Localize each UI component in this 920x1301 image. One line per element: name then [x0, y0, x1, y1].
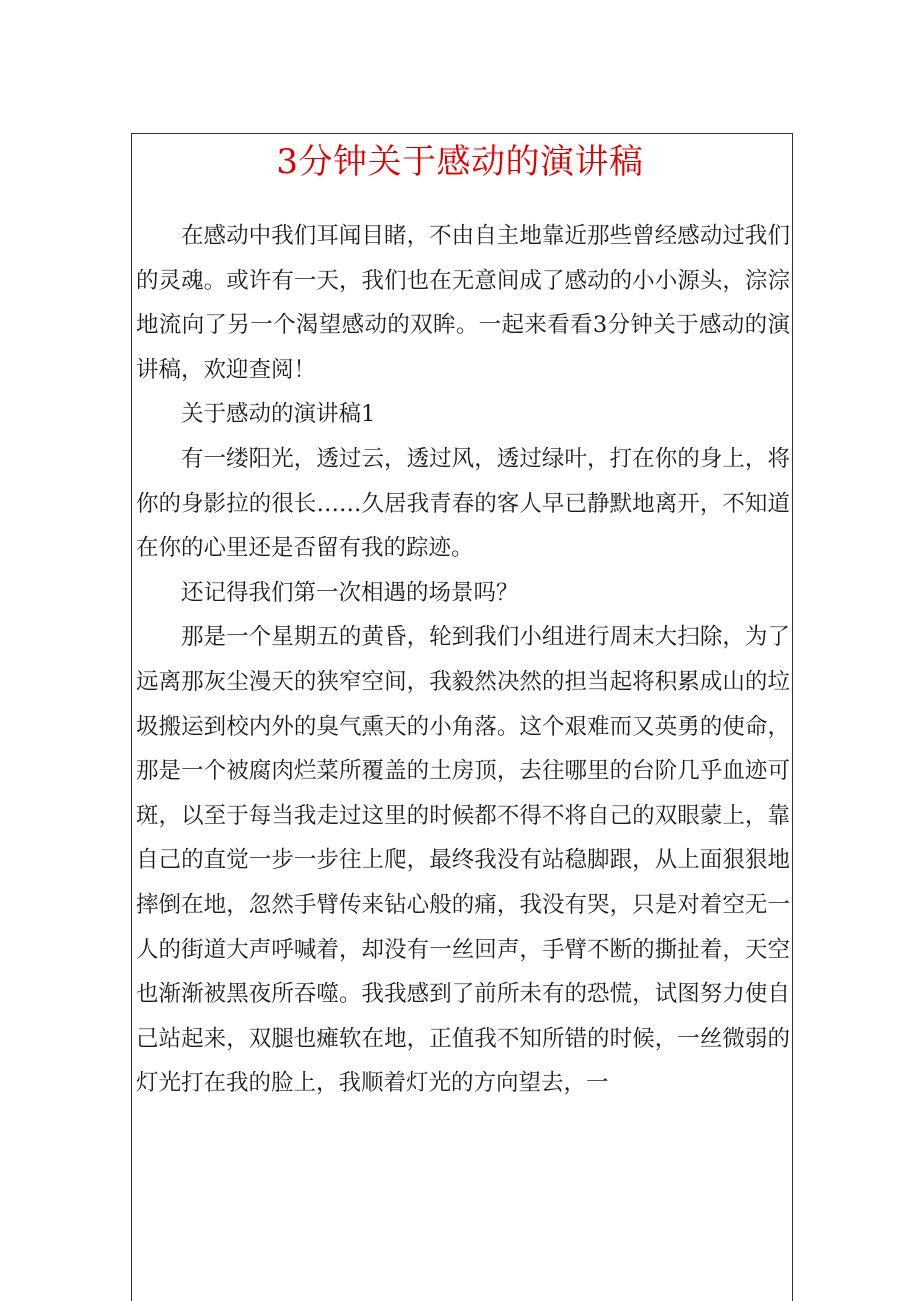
paragraph-subheading: 关于感动的演讲稿1: [181, 401, 376, 428]
paragraph: 有一缕阳光，透过云，透过风，透过绿叶，打在你的身上，将你的身影拉的很长……久居我青春的客人早已静默地离开，不知道在你的心里还是否留有我的踪迹。: [136, 445, 790, 562]
paragraph-intro: 在感动中我们耳闻目睹，不由自主地靠近那些曾经感动过我们的灵魂。或许有一天，我们也在无意间成了感动的小小源头，淙淙地流向了另一个渴望感动的双眸。一起来看看3分钟关于感动的演讲稿，欢迎查阅！: [136, 223, 790, 383]
document-body: [136, 214, 790, 1106]
document-title: 3分钟关于感动的演讲稿: [276, 142, 644, 182]
paragraph: 还记得我们第一次相遇的场景吗？: [181, 579, 519, 606]
paragraph: 那是一个星期五的黄昏，轮到我们小组进行周末大扫除，为了远离那灰尘漫天的狭窄空间，我毅然决然的担当起将积累成山的垃圾搬运到校内外的臭气熏天的小角落。这个艰难而又英勇的使命，那是一个被腐肉烂菜所覆盖的土房顶，去往哪里的台阶几乎血迹可斑，以至于每当我走过这里的时候都不得不将自己的双眼蒙上，靠自己的直觉一步一步往上爬，最终我没有站稳脚跟，从上面狠狠地摔倒在地，忽然手臂传来钻心般的痛，我没有哭，只是对着空无一人的街道大声呼喊着，却没有一丝回声，手臂不断的撕扯着，天空也渐渐被黑夜所吞噬。我我感到了前所未有的恐慌，试图努力使自己站起来，双腿也瘫软在地，正值我不知所错的时候，一丝微弱的灯光打在我的脸上，我顺着灯光的方向望去，一: [136, 624, 790, 1097]
